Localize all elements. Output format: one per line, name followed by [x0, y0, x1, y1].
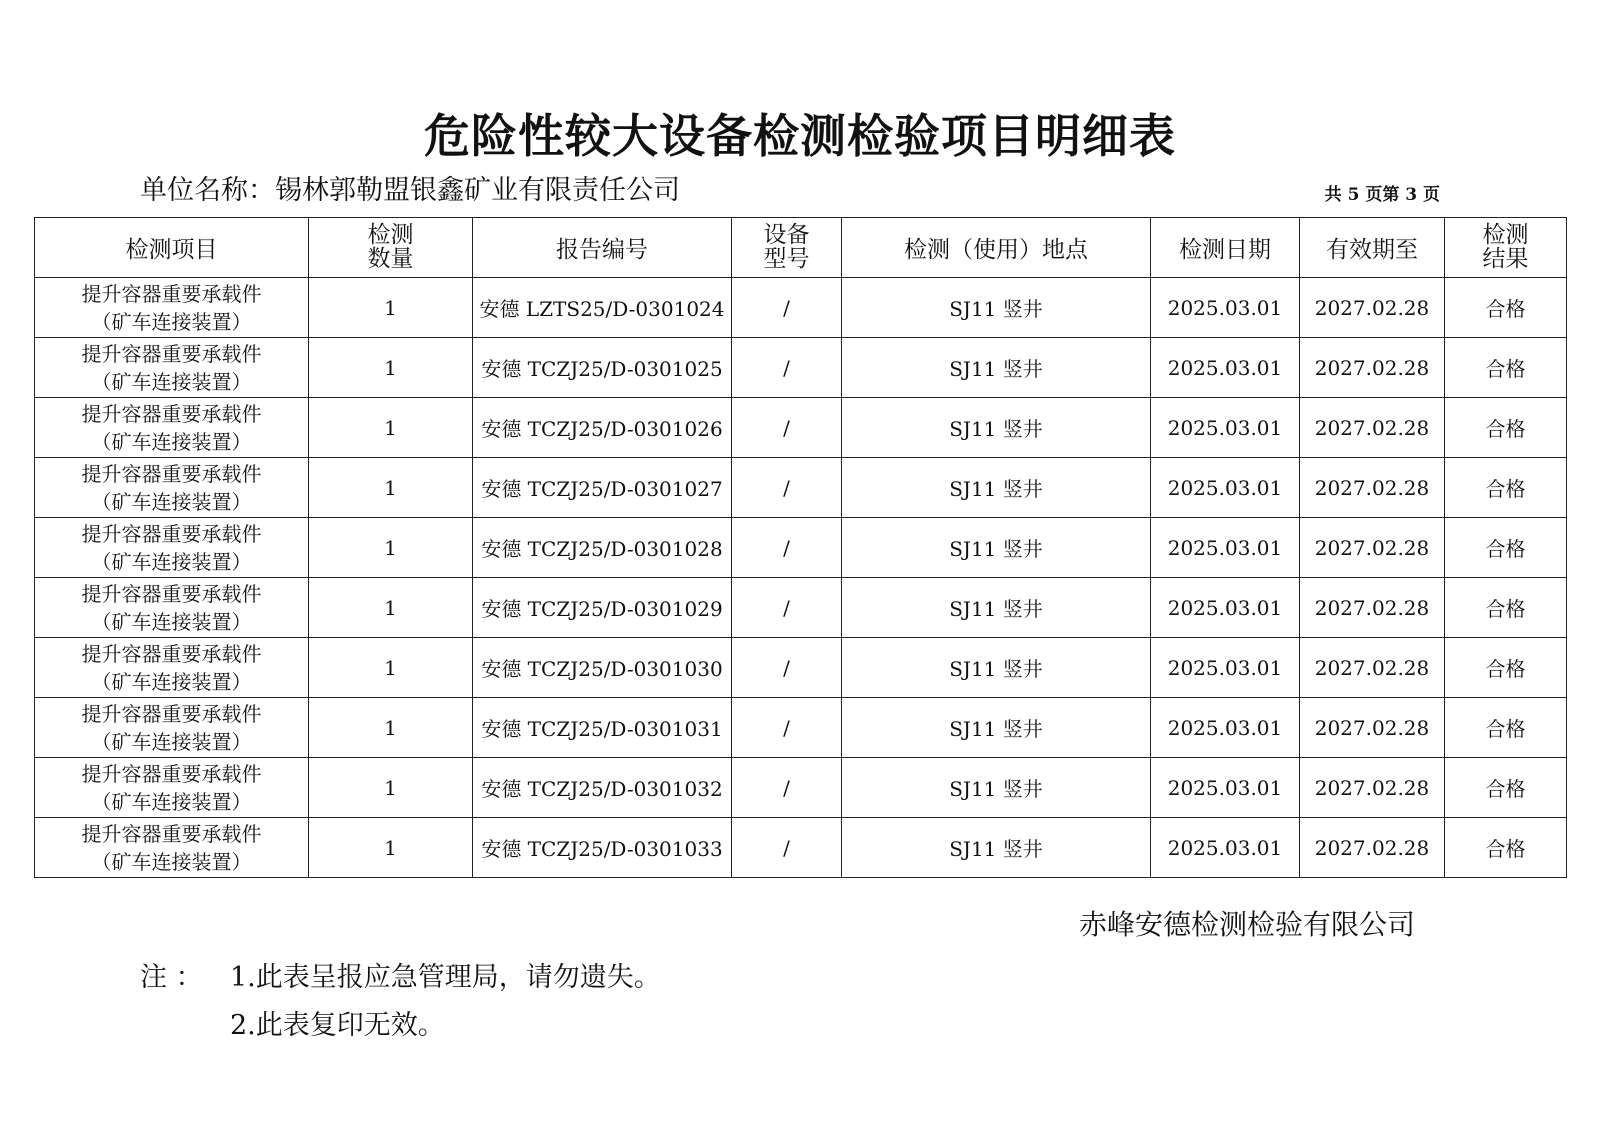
cell-item: 提升容器重要承载件 （矿车连接装置）	[35, 398, 309, 458]
cell-date: 2025.03.01	[1151, 338, 1300, 398]
cell-date: 2025.03.01	[1151, 398, 1300, 458]
cell-date: 2025.03.01	[1151, 638, 1300, 698]
cell-date: 2025.03.01	[1151, 758, 1300, 818]
cell-item: 提升容器重要承载件 （矿车连接装置）	[35, 758, 309, 818]
unit-name: 单位名称：锡林郭勒盟银鑫矿业有限责任公司	[140, 175, 680, 206]
col-date-header: 检测日期	[1151, 218, 1300, 278]
cell-model: /	[732, 818, 842, 878]
cell-location: SJ11 竖井	[842, 458, 1151, 518]
table-row	[35, 818, 1567, 878]
cell-report-no: 安德 TCZJ25/D-0301026	[473, 398, 732, 458]
cell-model: /	[732, 758, 842, 818]
cell-result: 合格	[1445, 278, 1567, 338]
cell-location: SJ11 竖井	[842, 818, 1151, 878]
col-item-header: 检测项目	[35, 218, 309, 278]
cell-date: 2025.03.01	[1151, 698, 1300, 758]
cell-result: 合格	[1445, 458, 1567, 518]
cell-valid-until: 2027.02.28	[1300, 758, 1445, 818]
col-result-header: 检测 结果	[1445, 218, 1567, 278]
cell-item: 提升容器重要承载件 （矿车连接装置）	[35, 518, 309, 578]
table-row	[35, 338, 1567, 398]
table-row	[35, 638, 1567, 698]
cell-valid-until: 2027.02.28	[1300, 278, 1445, 338]
table-row	[35, 398, 1567, 458]
cell-valid-until: 2027.02.28	[1300, 578, 1445, 638]
cell-qty: 1	[309, 398, 473, 458]
cell-qty: 1	[309, 278, 473, 338]
col-report-header: 报告编号	[473, 218, 732, 278]
cell-result: 合格	[1445, 698, 1567, 758]
cell-qty: 1	[309, 638, 473, 698]
cell-qty: 1	[309, 818, 473, 878]
cell-report-no: 安德 TCZJ25/D-0301027	[473, 458, 732, 518]
cell-result: 合格	[1445, 578, 1567, 638]
cell-location: SJ11 竖井	[842, 338, 1151, 398]
cell-report-no: 安德 TCZJ25/D-0301033	[473, 818, 732, 878]
cell-location: SJ11 竖井	[842, 578, 1151, 638]
page-info: 共 5 页第 3 页	[1324, 185, 1440, 205]
cell-result: 合格	[1445, 338, 1567, 398]
cell-report-no: 安德 TCZJ25/D-0301032	[473, 758, 732, 818]
cell-location: SJ11 竖井	[842, 638, 1151, 698]
table-row	[35, 458, 1567, 518]
cell-report-no: 安德 TCZJ25/D-0301031	[473, 698, 732, 758]
table-row	[35, 278, 1567, 338]
cell-location: SJ11 竖井	[842, 518, 1151, 578]
cell-item: 提升容器重要承载件 （矿车连接装置）	[35, 578, 309, 638]
inspection-table	[34, 217, 1567, 878]
cell-model: /	[732, 338, 842, 398]
table-header-row	[35, 218, 1567, 278]
table-row	[35, 578, 1567, 638]
cell-result: 合格	[1445, 518, 1567, 578]
cell-report-no: 安德 TCZJ25/D-0301030	[473, 638, 732, 698]
cell-valid-until: 2027.02.28	[1300, 338, 1445, 398]
note-line-1: 1.此表呈报应急管理局，请勿遗失。	[230, 962, 661, 993]
cell-valid-until: 2027.02.28	[1300, 698, 1445, 758]
cell-result: 合格	[1445, 638, 1567, 698]
cell-item: 提升容器重要承载件 （矿车连接装置）	[35, 338, 309, 398]
cell-qty: 1	[309, 518, 473, 578]
cell-valid-until: 2027.02.28	[1300, 398, 1445, 458]
cell-result: 合格	[1445, 818, 1567, 878]
table-row	[35, 758, 1567, 818]
cell-date: 2025.03.01	[1151, 278, 1300, 338]
cell-item: 提升容器重要承载件 （矿车连接装置）	[35, 818, 309, 878]
cell-model: /	[732, 578, 842, 638]
cell-qty: 1	[309, 458, 473, 518]
cell-result: 合格	[1445, 758, 1567, 818]
issuing-company: 赤峰安德检测检验有限公司	[1078, 908, 1415, 941]
table-row	[35, 698, 1567, 758]
cell-date: 2025.03.01	[1151, 578, 1300, 638]
cell-report-no: 安德 TCZJ25/D-0301029	[473, 578, 732, 638]
cell-report-no: 安德 TCZJ25/D-0301028	[473, 518, 732, 578]
cell-location: SJ11 竖井	[842, 398, 1151, 458]
cell-report-no: 安德 TCZJ25/D-0301025	[473, 338, 732, 398]
cell-qty: 1	[309, 698, 473, 758]
notes-label: 注 ：	[140, 962, 203, 993]
cell-model: /	[732, 398, 842, 458]
cell-date: 2025.03.01	[1151, 818, 1300, 878]
cell-model: /	[732, 638, 842, 698]
cell-model: /	[732, 518, 842, 578]
cell-model: /	[732, 698, 842, 758]
cell-item: 提升容器重要承载件 （矿车连接装置）	[35, 698, 309, 758]
cell-location: SJ11 竖井	[842, 278, 1151, 338]
cell-result: 合格	[1445, 398, 1567, 458]
cell-location: SJ11 竖井	[842, 758, 1151, 818]
cell-date: 2025.03.01	[1151, 458, 1300, 518]
cell-qty: 1	[309, 338, 473, 398]
cell-model: /	[732, 458, 842, 518]
cell-valid-until: 2027.02.28	[1300, 458, 1445, 518]
table-row	[35, 518, 1567, 578]
cell-item: 提升容器重要承载件 （矿车连接装置）	[35, 638, 309, 698]
cell-item: 提升容器重要承载件 （矿车连接装置）	[35, 278, 309, 338]
col-location-header: 检测（使用）地点	[842, 218, 1151, 278]
cell-qty: 1	[309, 758, 473, 818]
col-qty-header: 检测 数量	[309, 218, 473, 278]
note-line-2: 2.此表复印无效。	[230, 1010, 445, 1041]
page-title: 危险性较大设备检测检验项目明细表	[424, 109, 1176, 163]
cell-valid-until: 2027.02.28	[1300, 638, 1445, 698]
cell-date: 2025.03.01	[1151, 518, 1300, 578]
cell-model: /	[732, 278, 842, 338]
cell-qty: 1	[309, 578, 473, 638]
col-valid-header: 有效期至	[1300, 218, 1445, 278]
cell-location: SJ11 竖井	[842, 698, 1151, 758]
cell-item: 提升容器重要承载件 （矿车连接装置）	[35, 458, 309, 518]
col-model-header: 设备 型号	[732, 218, 842, 278]
cell-valid-until: 2027.02.28	[1300, 518, 1445, 578]
cell-valid-until: 2027.02.28	[1300, 818, 1445, 878]
cell-report-no: 安德 LZTS25/D-0301024	[473, 278, 732, 338]
